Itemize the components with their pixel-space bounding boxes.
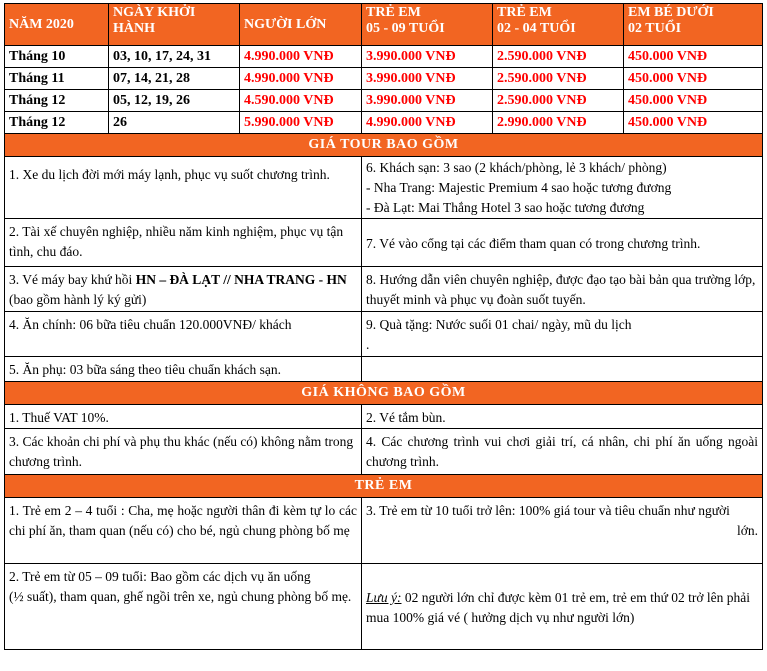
excluded-item-4: 4. Các chương trình vui chơi giải trí, cá nhân, chi phí ăn uống ngoài chương trình. xyxy=(362,429,763,475)
price-infant: 450.000 VNĐ xyxy=(624,90,763,112)
included-row-2 xyxy=(5,219,763,267)
excluded-row-1 xyxy=(5,405,763,429)
section-excluded-title-row xyxy=(5,382,763,405)
price-child-5-9: 3.990.000 VNĐ xyxy=(362,68,493,90)
included-item-3: 3. Vé máy bay khứ hồi HN – ĐÀ LẠT // NHA TRANG - HN (bao gồm hành lý ký gửi) xyxy=(5,267,362,312)
price-row xyxy=(5,90,763,112)
children-item-1: 1. Trẻ em 2 – 4 tuổi : Cha, mẹ hoặc người thân đi kèm tự lo các chi phí ăn, tham quan (nếu có) cho bé, ngủ chung phòng bố mẹ xyxy=(5,498,362,564)
header-dates: NGÀY KHỞI HÀNH xyxy=(109,4,240,46)
header-child-5-9: TRẺ EM 05 - 09 TUỔI xyxy=(362,4,493,46)
price-adult: 4.990.000 VNĐ xyxy=(240,46,362,68)
price-child-2-4: 2.990.000 VNĐ xyxy=(493,112,624,134)
price-dates: 03, 10, 17, 24, 31 xyxy=(109,46,240,68)
tour-price-table xyxy=(4,3,763,650)
children-row-2 xyxy=(5,564,763,650)
included-item-9: 9. Quà tặng: Nước suối 01 chai/ ngày, mũ du lịch . xyxy=(362,312,763,357)
children-note-text: 02 người lớn chỉ được kèm 01 trẻ em, trẻ em thứ 02 trở lên phải mua 100% giá vé ( hưởng dịch vụ như người lớn) xyxy=(366,590,751,625)
included-row-1 xyxy=(5,157,763,219)
included-row-3 xyxy=(5,267,763,312)
price-dates: 05, 12, 19, 26 xyxy=(109,90,240,112)
children-row-1 xyxy=(5,498,763,564)
included-row-4 xyxy=(5,312,763,357)
price-dates: 07, 14, 21, 28 xyxy=(109,68,240,90)
price-adult: 5.990.000 VNĐ xyxy=(240,112,362,134)
excluded-row-2 xyxy=(5,429,763,475)
price-month: Tháng 12 xyxy=(5,90,109,112)
price-infant: 450.000 VNĐ xyxy=(624,46,763,68)
children-item-3 xyxy=(362,498,763,564)
price-month: Tháng 11 xyxy=(5,68,109,90)
children-item-2-line-2: (½ suất), tham quan, ghế ngồi trên xe, ngủ chung phòng bố mẹ. xyxy=(9,589,352,604)
price-child-2-4: 2.590.000 VNĐ xyxy=(493,46,624,68)
section-children-title-row xyxy=(5,475,763,498)
price-row xyxy=(5,46,763,68)
children-item-3-end: lớn. xyxy=(736,523,758,538)
children-note xyxy=(362,564,763,650)
children-item-2-line-1: 2. Trẻ em từ 05 – 09 tuổi: Bao gồm các dịch vụ ăn uống xyxy=(9,569,311,584)
price-row xyxy=(5,68,763,90)
price-infant: 450.000 VNĐ xyxy=(624,112,763,134)
price-child-5-9: 3.990.000 VNĐ xyxy=(362,90,493,112)
included-item-7: 7. Vé vào cổng tại các điểm tham quan có trong chương trình. xyxy=(362,219,763,267)
header-year: NĂM 2020 xyxy=(5,4,109,46)
price-month: Tháng 12 xyxy=(5,112,109,134)
section-included-title: GIÁ TOUR BAO GỒM xyxy=(5,134,763,157)
included-item-4: 4. Ăn chính: 06 bữa tiêu chuẩn 120.000VNĐ/ khách xyxy=(5,312,362,357)
price-month: Tháng 10 xyxy=(5,46,109,68)
header-infant: EM BÉ DƯỚI 02 TUỔI xyxy=(624,4,763,46)
price-adult: 4.990.000 VNĐ xyxy=(240,68,362,90)
excluded-item-1: 1. Thuế VAT 10%. xyxy=(5,405,362,429)
included-item-1: 1. Xe du lịch đời mới máy lạnh, phục vụ suốt chương trình. xyxy=(5,157,362,219)
children-item-2 xyxy=(5,564,362,650)
section-excluded-title: GIÁ KHÔNG BAO GỒM xyxy=(5,382,763,405)
price-adult: 4.590.000 VNĐ xyxy=(240,90,362,112)
price-dates: 26 xyxy=(109,112,240,134)
price-child-5-9: 4.990.000 VNĐ xyxy=(362,112,493,134)
price-infant: 450.000 VNĐ xyxy=(624,68,763,90)
included-row-5 xyxy=(5,357,763,382)
price-child-2-4: 2.590.000 VNĐ xyxy=(493,90,624,112)
section-children-title: TRẺ EM xyxy=(5,475,763,498)
included-item-2: 2. Tài xế chuyên nghiệp, nhiều năm kinh nghiệm, phục vụ tận tình, chu đáo. xyxy=(5,219,362,267)
children-note-label: Lưu ý: xyxy=(366,590,402,605)
excluded-item-3: 3. Các khoản chi phí và phụ thu khác (nếu có) không nằm trong chương trình. xyxy=(5,429,362,475)
header-adult: NGƯỜI LỚN xyxy=(240,4,362,46)
included-item-5: 5. Ăn phụ: 03 bữa sáng theo tiêu chuẩn khách sạn. xyxy=(5,357,362,382)
included-empty-cell xyxy=(362,357,763,382)
section-included-title-row xyxy=(5,134,763,157)
children-item-3-text: 3. Trẻ em từ 10 tuổi trở lên: 100% giá tour và tiêu chuẩn như người xyxy=(366,503,730,518)
included-item-8: 8. Hướng dẫn viên chuyên nghiệp, được đạo tạo bài bản qua trường lớp, thuyết minh và phục vụ đoàn suốt tuyến. xyxy=(362,267,763,312)
excluded-item-2: 2. Vé tắm bùn. xyxy=(362,405,763,429)
price-header-row xyxy=(5,4,763,46)
header-child-2-4: TRẺ EM 02 - 04 TUỔI xyxy=(493,4,624,46)
price-child-5-9: 3.990.000 VNĐ xyxy=(362,46,493,68)
included-item-6: 6. Khách sạn: 3 sao (2 khách/phòng, lẻ 3 khách/ phòng) - Nha Trang: Majestic Premium 4 sao hoặc tương đương - Đà Lạt: Mai Thắng Hotel 3 sao hoặc tương đương xyxy=(362,157,763,219)
price-child-2-4: 2.590.000 VNĐ xyxy=(493,68,624,90)
price-row xyxy=(5,112,763,134)
